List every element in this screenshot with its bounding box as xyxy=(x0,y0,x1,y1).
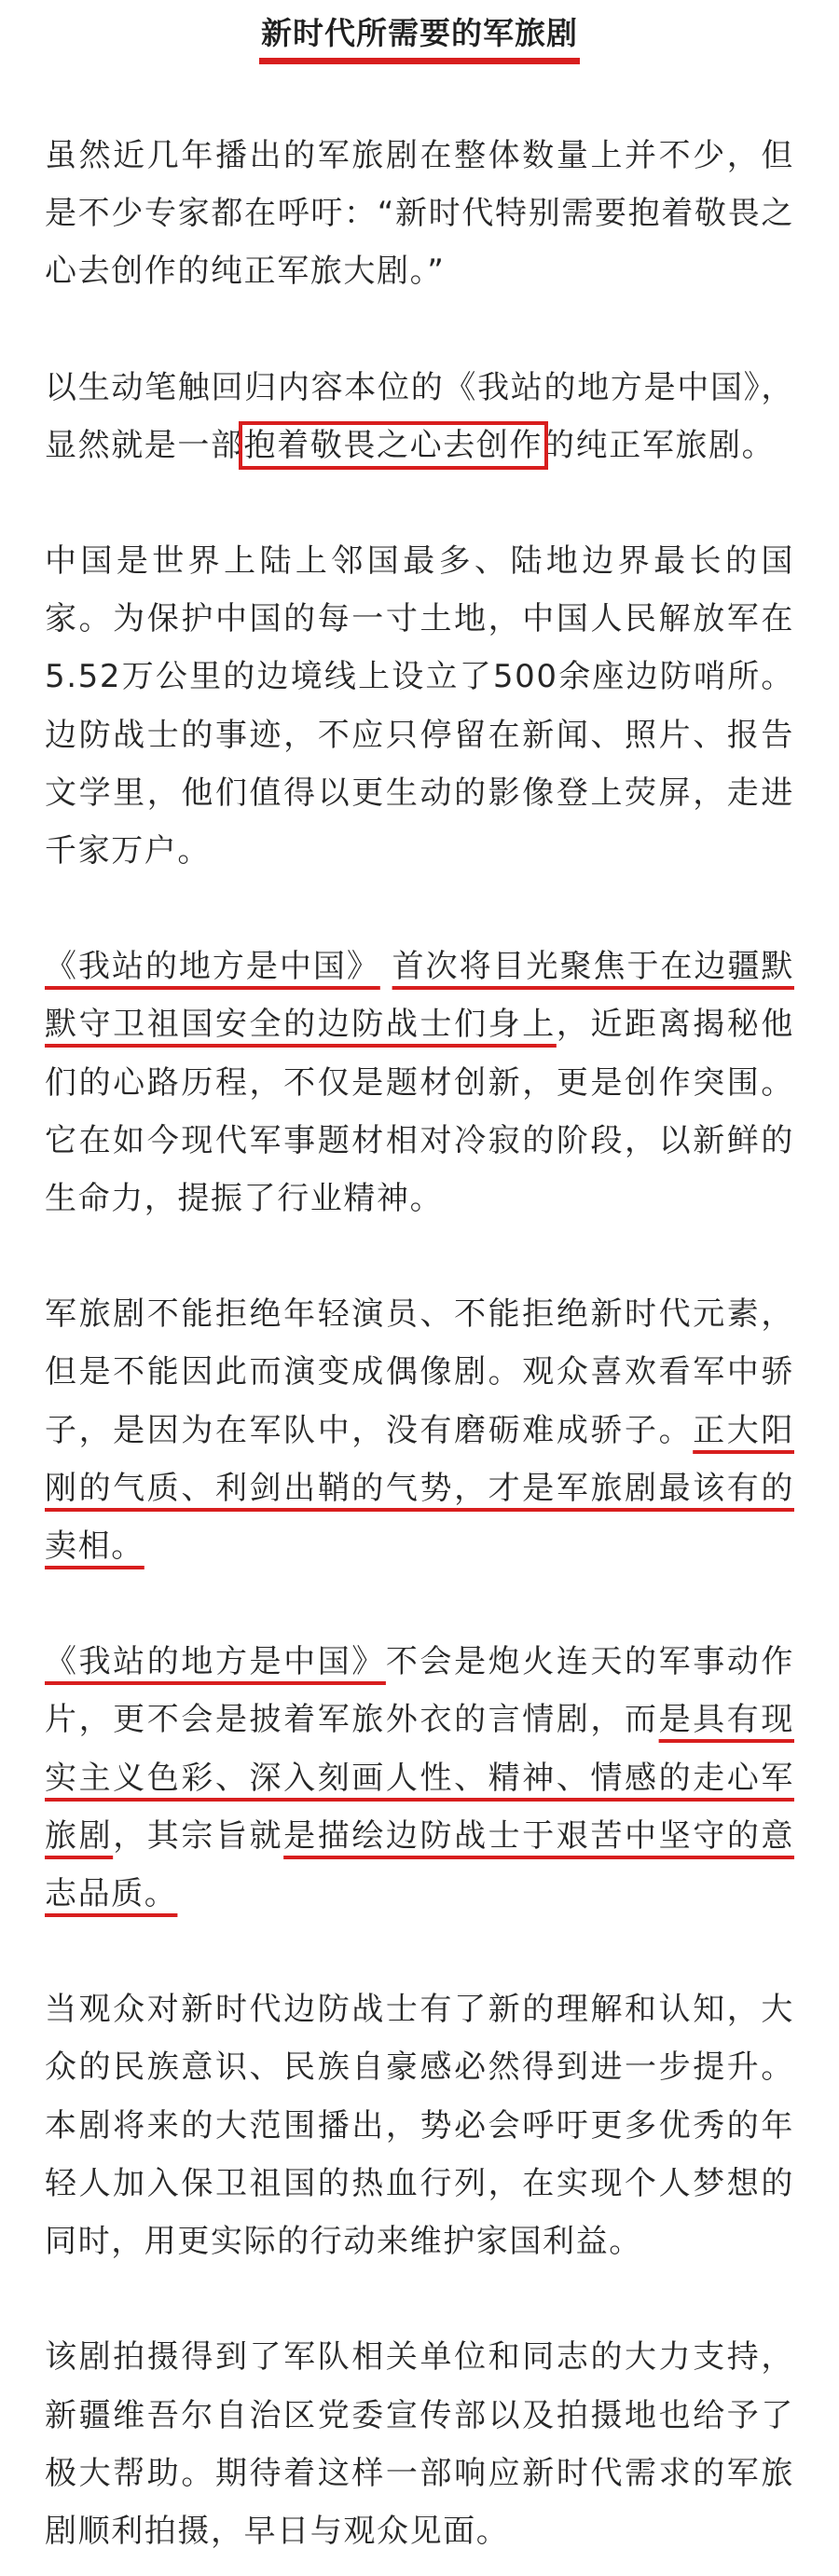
paragraph-5-text: 军旅剧不能拒绝年轻演员、不能拒绝新时代元素，但是不能因此而演变成偶像剧。观众喜欢看军中骄子，是因为在军队中，没有磨砺难成骄子。 xyxy=(45,1295,794,1449)
boxed-highlight: 抱着敬畏之心去创作 xyxy=(243,426,543,464)
paragraph-6-text-a: 不会是炮火连天的军事动作片，更不会是披着军旅外衣的言情剧，而 xyxy=(45,1643,794,1739)
paragraph-4 xyxy=(45,938,794,1227)
title-container xyxy=(45,0,794,73)
paragraph-4-text: ，近距离揭秘他们的心路历程，不仅是题材创新，更是创作突围。它在如今现代军事题材相对冷寂的阶段，以新鲜的生命力，提振了行业精神。 xyxy=(45,1006,795,1218)
paragraph-6-text-b: ，其宗旨就 xyxy=(113,1816,284,1855)
paragraph-6 xyxy=(45,1633,794,1923)
underlined-highlight: 首次将目光聚焦于在边疆默默守卫祖国安全的边防战士们身上 xyxy=(45,948,794,1044)
paragraph-2-text-a: 以生动笔触回归内容本位的《我站的地方是中国》，显然就是一部 xyxy=(45,368,794,464)
underlined-drama-title: 《我站的地方是中国》 xyxy=(45,948,380,986)
paragraph-5 xyxy=(45,1285,794,1575)
paragraph-4-space xyxy=(380,948,392,985)
underlined-highlight: 是具有现实主义色彩、深入刻画人性、精神、情感的走心军旅剧 xyxy=(45,1701,794,1855)
paragraph-3: 中国是世界上陆上邻国最多、陆地边界最长的国家。为保护中国的每一寸土地，中国人民解放军在5.52万公里的边境线上设立了500余座边防哨所。边防战士的事迹，不应只停留在新闻、照片、报告文学里，他们值得以更生动的影像登上荧屏，走进千家万户。 xyxy=(45,542,794,870)
paragraph-8: 该剧拍摄得到了军队相关单位和同志的大力支持，新疆维吾尔自治区党委宣传部以及拍摄地也给予了极大帮助。期待着这样一部响应新时代需求的军旅剧顺利拍摄，早日与观众见面。 xyxy=(45,2338,794,2550)
underlined-highlight: 是描绘边防战士于艰苦中坚守的意志品质。 xyxy=(45,1816,795,1913)
paragraph-2-text-b: 的纯正军旅剧。 xyxy=(543,426,776,464)
paragraph-2 xyxy=(45,359,794,474)
paragraph-7: 当观众对新时代边防战士有了新的理解和认知，大众的民族意识、民族自豪感必然得到进一步提升。本剧将来的大范围播出，势必会呼吁更多优秀的年轻人加入保卫祖国的热血行列，在实现个人梦想的同时，用更实际的行动来维护家国利益。 xyxy=(45,1991,794,2261)
underlined-highlight: 正大阳刚的气质、利剑出鞘的气势，才是军旅剧最该有的卖相。 xyxy=(45,1411,794,1566)
article-title: 新时代所需要的军旅剧 xyxy=(259,13,580,64)
underlined-drama-title: 《我站的地方是中国》 xyxy=(45,1643,386,1681)
paragraph-1: 虽然近几年播出的军旅剧在整体数量上并不少，但是不少专家都在呼吁：“新时代特别需要抱着敬畏之心去创作的纯正军旅大剧。” xyxy=(45,137,794,291)
